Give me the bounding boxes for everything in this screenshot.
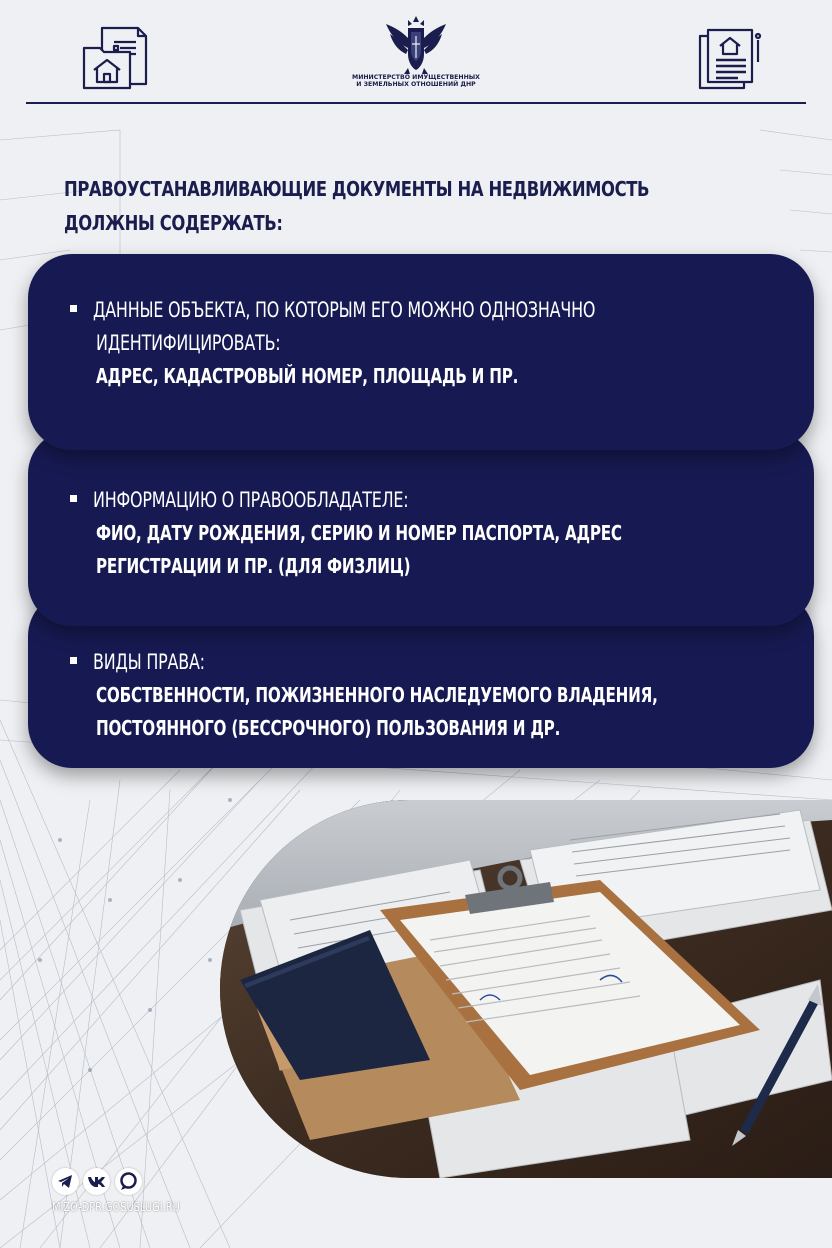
documents-photo bbox=[220, 800, 832, 1178]
card-detail-text: РЕГИСТРАЦИИ И ПР. (ДЛЯ ФИЗЛИЦ) bbox=[96, 554, 411, 578]
max-messenger-icon[interactable] bbox=[115, 1168, 142, 1195]
ministry-name-line1: МИНИСТЕРСТВО ИМУЩЕСТВЕННЫХ bbox=[352, 74, 480, 81]
card-detail-text: СОБСТВЕННОСТИ, ПОЖИЗНЕННОГО НАСЛЕДУЕМОГО ВЛАДЕНИЯ, bbox=[96, 683, 658, 707]
owner-info-card bbox=[28, 430, 814, 626]
ministry-name bbox=[330, 74, 502, 88]
page-title bbox=[64, 172, 650, 240]
website-link[interactable]: MIZO-DPR.GOSUSLUGI.RU bbox=[52, 1200, 180, 1214]
dpr-eagle-emblem-icon bbox=[378, 14, 454, 76]
bullet-icon bbox=[70, 657, 77, 664]
card-lead-text: ИНФОРМАЦИЮ О ПРАВООБЛАДАТЕЛЕ: bbox=[93, 488, 409, 512]
bullet-icon bbox=[70, 495, 77, 502]
documents-on-desk-illustration bbox=[220, 800, 832, 1178]
vk-icon[interactable] bbox=[83, 1168, 110, 1195]
card-detail-text: ФИО, ДАТУ РОЖДЕНИЯ, СЕРИЮ И НОМЕР ПАСПОРТА, АДРЕС bbox=[96, 521, 622, 545]
card-lead-text: ДАННЫЕ ОБЪЕКТА, ПО КОТОРЫМ ЕГО МОЖНО ОДНОЗНАЧНО bbox=[93, 298, 596, 322]
header bbox=[0, 0, 832, 104]
ministry-name-line2: И ЗЕМЕЛЬНЫХ ОТНОШЕНИЙ ДНР bbox=[356, 81, 476, 88]
telegram-icon[interactable] bbox=[52, 1168, 79, 1195]
card-lead-text: ВИДЫ ПРАВА: bbox=[93, 650, 205, 674]
card-detail-text: АДРЕС, КАДАСТРОВЫЙ НОМЕР, ПЛОЩАДЬ И ПР. bbox=[96, 364, 519, 388]
folder-house-document-icon bbox=[80, 22, 150, 92]
page-title-line1: ПРАВОУСТАНАВЛИВАЮЩИЕ ДОКУМЕНТЫ НА НЕДВИЖИМОСТЬ bbox=[64, 177, 650, 201]
bullet-icon bbox=[70, 305, 77, 312]
house-document-icon bbox=[694, 22, 764, 92]
card-lead-text: ИДЕНТИФИЦИРОВАТЬ: bbox=[96, 331, 281, 355]
object-data-card bbox=[28, 254, 814, 450]
page-title-line2: ДОЛЖНЫ СОДЕРЖАТЬ: bbox=[64, 211, 283, 235]
card-detail-text: ПОСТОЯННОГО (БЕССРОЧНОГО) ПОЛЬЗОВАНИЯ И ДР. bbox=[96, 716, 561, 740]
header-divider bbox=[26, 102, 806, 104]
